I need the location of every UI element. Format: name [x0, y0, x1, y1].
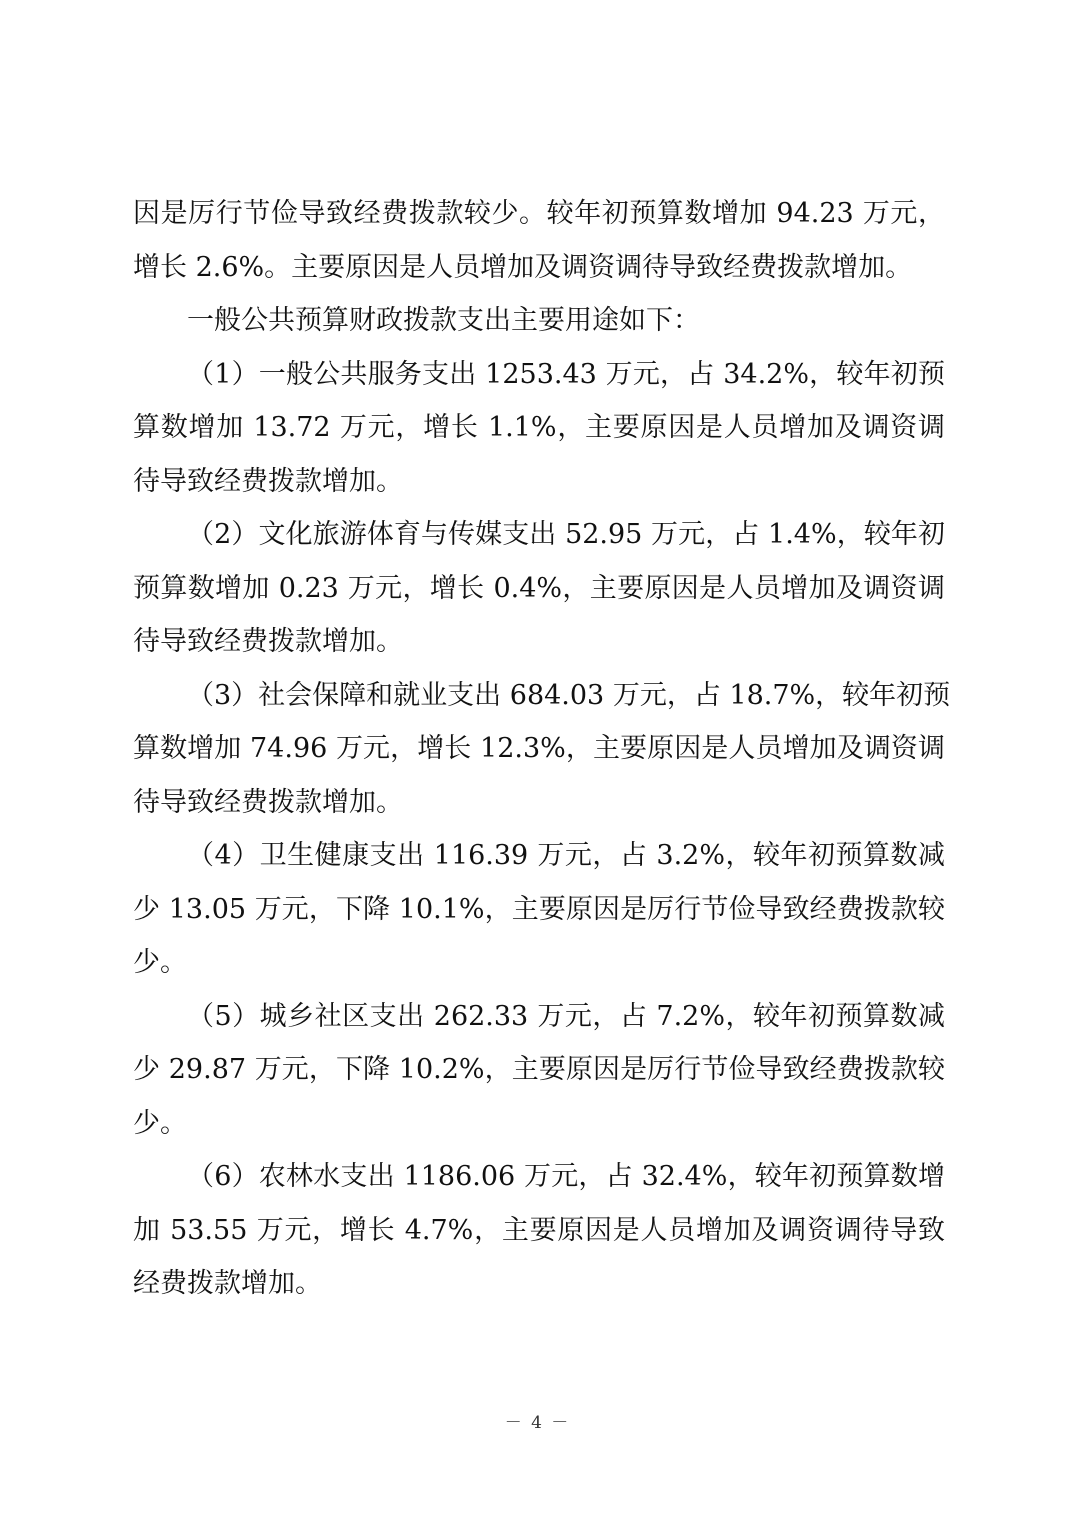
text-line: （6）农林水支出 1186.06 万元，占 32.4%，较年初预算数增 — [187, 1161, 945, 1192]
text-line: 少。 — [133, 1107, 187, 1139]
paragraph — [133, 1150, 945, 1311]
text-line: （5）城乡社区支出 262.33 万元，占 7.2%，较年初预算数减 — [187, 1000, 945, 1032]
text-line: （1）一般公共服务支出 1253.43 万元，占 34.2%，较年初预 — [187, 358, 945, 390]
text-line: 经费拨款增加。 — [133, 1268, 322, 1299]
text-line: 增长 2.6%。主要原因是人员增加及调资调待导致经费拨款增加。 — [133, 251, 913, 283]
text-line: 少 29.87 万元，下降 10.2%，主要原因是厉行节俭导致经费拨款较 — [133, 1054, 945, 1085]
text-line: 因是厉行节俭导致经费拨款较少。较年初预算数增加 94.23 万元， — [133, 198, 945, 229]
text-line: 待导致经费拨款增加。 — [133, 786, 403, 818]
text-line: （4）卫生健康支出 116.39 万元，占 3.2%，较年初预算数减 — [187, 840, 945, 871]
paragraph — [133, 348, 945, 509]
text-line: 预算数增加 0.23 万元，增长 0.4%，主要原因是人员增加及调资调 — [133, 572, 945, 604]
text-line: （3）社会保障和就业支出 684.03 万元，占 18.7%，较年初预 — [187, 679, 951, 711]
page-number: － 4 － — [504, 1413, 571, 1433]
paragraph — [133, 294, 945, 348]
paragraph — [133, 508, 945, 669]
text-line: 算数增加 74.96 万元，增长 12.3%，主要原因是人员增加及调资调 — [133, 733, 945, 764]
text-line: 少 13.05 万元，下降 10.1%，主要原因是厉行节俭导致经费拨款较 — [133, 893, 945, 925]
document-body — [133, 187, 951, 1311]
paragraph — [133, 669, 951, 830]
paragraph — [133, 187, 945, 294]
paragraph — [133, 990, 945, 1151]
text-line: 加 53.55 万元，增长 4.7%，主要原因是人员增加及调资调待导致 — [133, 1214, 945, 1246]
text-line: 一般公共预算财政拨款支出主要用途如下： — [187, 305, 700, 336]
text-line: 待导致经费拨款增加。 — [133, 465, 403, 497]
text-line: （2）文化旅游体育与传媒支出 52.95 万元，占 1.4%，较年初 — [187, 519, 945, 550]
text-line: 算数增加 13.72 万元，增长 1.1%，主要原因是人员增加及调资调 — [133, 412, 945, 443]
text-line: 少。 — [133, 947, 187, 978]
text-line: 待导致经费拨款增加。 — [133, 626, 403, 657]
paragraph — [133, 829, 945, 990]
